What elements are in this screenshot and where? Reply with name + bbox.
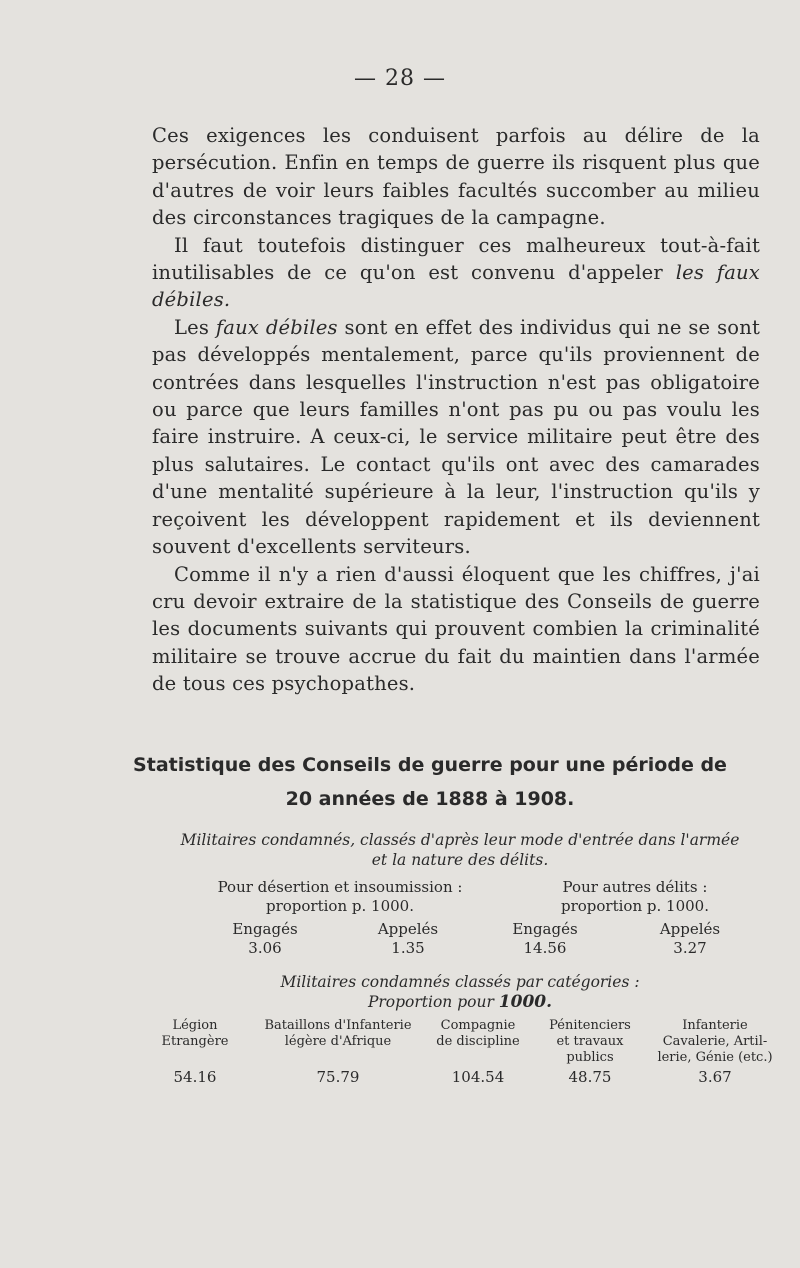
other-appeles-value: 3.27: [673, 939, 707, 957]
subtitle-categories-line-2: [140, 992, 780, 1012]
category-label-line-1: Infanterie: [682, 1018, 748, 1033]
other-engages-label: Engagés: [512, 920, 578, 938]
paragraph-3-rest: sont en effet des individus qui ne se sont pas développés mentalement, parce qu'ils proviennent de contrées dans lesquelles l'instruction n'est pas obligatoire ou parce que leurs familles n'ont pas pu ou pas voulu les faire instruire. A ceux-ci, le service militaire peut être des plus salutaires. Le contact qu'ils ont avec des camarades d'une mentalité supérieure à la leur, l'instruction qu'ils y reçoivent les développent rapidement et ils deviennent souvent d'excellents serviteurs.: [152, 315, 761, 559]
desertion-engages-label: Engagés: [232, 920, 298, 938]
category-value-legion: 54.16: [173, 1068, 217, 1086]
other-offences-header-line-2: proportion p. 1000.: [561, 897, 709, 915]
category-label-line-1: Compagnie: [440, 1018, 516, 1033]
subtitle-entry-mode-line-1: Militaires condamnés, classés d'après leur mode d'entrée dans l'armée: [180, 831, 740, 849]
paragraph-3-start: Les: [174, 315, 216, 339]
other-engages-column: [495, 920, 595, 958]
category-label-line-2: Etrangère: [161, 1034, 229, 1049]
category-label-line-3: lerie, Génie (etc.): [657, 1050, 773, 1065]
paragraph-4: Comme il n'y a rien d'aussi éloquent que les chiffres, j'ai cru devoir extraire de la statistique des Conseils de guerre les documents suivants qui prouvent combien la criminalité militaire se trouve accrue du fait du maintien dans l'armée de tous ces psychopathes.: [152, 562, 760, 696]
other-offences-header-line-1: Pour autres délits :: [562, 878, 708, 896]
statistics-title: [130, 748, 730, 816]
subtitle-categories-line-1: Militaires condamnés classés par catégories :: [280, 973, 640, 991]
desertion-appeles-value: 1.35: [391, 939, 425, 957]
category-label-line-2: de discipline: [436, 1034, 520, 1049]
category-label-line-1: Légion: [172, 1018, 218, 1033]
desertion-header: [190, 878, 490, 916]
category-value-compagnie: 104.54: [451, 1068, 505, 1086]
other-appeles-column: [640, 920, 740, 958]
subtitle-entry-mode: [140, 830, 780, 870]
subtitle-categories-text: Proportion pour: [367, 993, 499, 1011]
desertion-appeles-column: [358, 920, 458, 958]
paragraph-2-emphasis: les faux débiles.: [152, 261, 761, 312]
paragraph-3-emphasis: faux débiles: [215, 315, 338, 339]
category-label-line-2: légère d'Afrique: [284, 1034, 392, 1049]
other-engages-value: 14.56: [523, 939, 567, 957]
paragraph-2: [152, 232, 760, 314]
page-number: — 28 —: [354, 66, 446, 91]
subtitle-entry-mode-line-2: et la nature des délits.: [371, 851, 549, 869]
statistics-title-line-2: 20 années de 1888 à 1908.: [285, 788, 575, 810]
category-value-penitenciers: 48.75: [568, 1068, 612, 1086]
category-value-bataillons: 75.79: [316, 1068, 360, 1086]
category-label-line-2: Cavalerie, Artil-: [662, 1034, 768, 1049]
subtitle-categories: [140, 972, 780, 1012]
category-compagnie: [418, 1018, 538, 1050]
category-value-infanterie: 3.67: [698, 1068, 732, 1086]
desertion-header-line-1: Pour désertion et insoumission :: [217, 878, 463, 896]
category-label-line-1: Pénitenciers: [549, 1018, 631, 1033]
body-text: [152, 122, 760, 698]
other-appeles-label: Appelés: [659, 920, 721, 938]
desertion-engages-value: 3.06: [248, 939, 282, 957]
desertion-appeles-label: Appelés: [377, 920, 439, 938]
subtitle-categories-number: 1000.: [498, 992, 553, 1012]
category-bataillons: [238, 1018, 438, 1050]
paragraph-2-text: Il faut toutefois distinguer ces malheureux tout-à-fait inutilisables de ce qu'on est convenu d'appeler: [152, 233, 760, 285]
category-label-line-2: et travaux: [556, 1034, 624, 1049]
category-infanterie: [640, 1018, 790, 1066]
desertion-header-line-2: proportion p. 1000.: [266, 897, 414, 915]
category-penitenciers: [530, 1018, 650, 1066]
paragraph-1: Ces exigences les conduisent parfois au délire de la persécution. Enfin en temps de guerre ils risquent plus que d'autres de voir leurs faibles facultés succomber au milieu des circonstances tragiques de la campagne.: [152, 124, 760, 230]
other-offences-header: [520, 878, 750, 916]
category-label-line-3: publics: [566, 1050, 614, 1065]
paragraph-3: [152, 314, 760, 561]
category-label-line-1: Bataillons d'Infanterie: [264, 1018, 412, 1033]
statistics-title-line-1: Statistique des Conseils de guerre pour une période de: [133, 754, 727, 776]
category-legion: [140, 1018, 250, 1050]
desertion-engages-column: [215, 920, 315, 958]
